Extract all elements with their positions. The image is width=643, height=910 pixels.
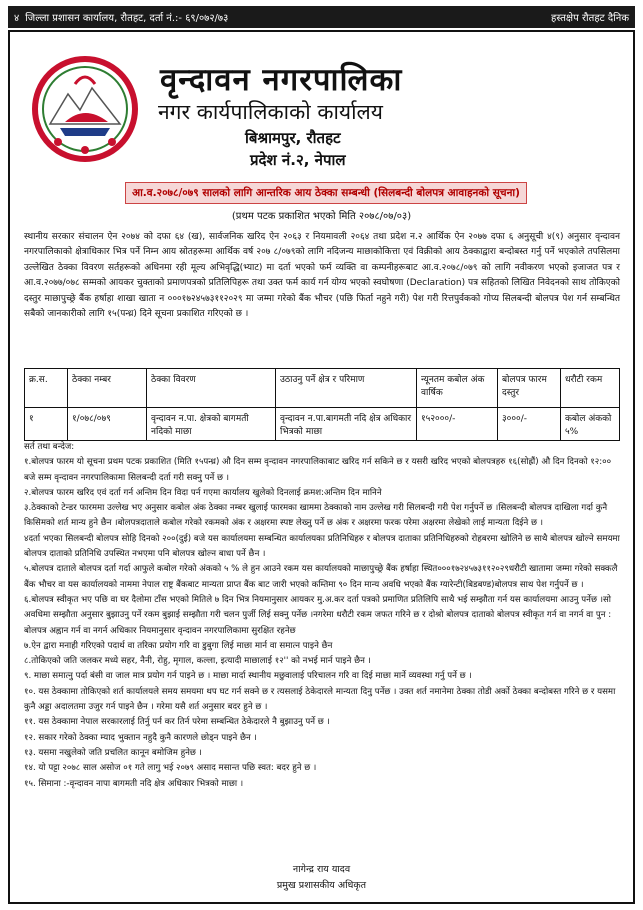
government-emblem-icon	[30, 54, 140, 164]
notice-title: आ.व.२०७८/०७९ सालको लागि आन्तरिक आय ठेक्का सम्बन्धी (सिलबन्दी बोलपत्र आवाहनको सूचना)	[125, 182, 527, 204]
table-header-row	[25, 369, 620, 408]
cell-form-fee: ३०००/-	[498, 408, 561, 441]
cell-description: वृन्दावन न.पा. क्षेत्रको बागमती नदिको माछा	[147, 408, 276, 441]
term-item: ४दर्ता भएका सिलबन्दी बोलपत्र सोहि दिनको २००(दुई) बजे यस कार्यालयमा सम्बन्धित कार्यालयका प्रतिनिधिहरु र बोलपत्र दाताका प्रतिनिधिहरुको रोहबरमा खोलिने छ साथै बोलपत्र खोल्ने समयमा बोलपत्र दाताको प्रतिनिधि उपस्थित नभएमा पनि बोलपत्र खोल्न बाधा पर्ने छैन ।	[24, 533, 620, 560]
term-item: ११. यस ठेक्कामा नेपाल सरकारलाई तिर्नु पर्न कर तिर्न परेमा सम्बन्धित ठेकेदारले नै बुझाउनु पर्ने छ ।	[24, 717, 330, 728]
term-item: ३.ठेक्काको टेन्डर फारममा उल्लेख भए अनुसार कबोल अंक ठेक्का नम्बर खुलाई फारमका खाममा ठेक्काको नाम उल्लेख गरी सिलबन्दी गरी पेश गर्नुपर्ने छ ।सिलबन्दी बोलपत्र दाखिला गर्दा कुनै किसिमको शर्त मान्य हुने छैन ।बोलपत्रदाताले कबोल गरेको रकमको अंक र अक्षरमा स्पष्ट लेख्नु पर्ने छ अंक र अक्षरमा फरक परेमा अक्षरमा लेखेको लाई मान्यता दिईने छ ।	[24, 503, 608, 529]
term-item: १०. यस ठेक्कामा तोकिएको शर्त कार्यालयले समय समयमा थप घट गर्न सक्ने छ र त्यसलाई ठेकेदारले मान्यता दिनु पर्नेछ । उक्त शर्त नमानेमा ठेक्का तोडी अर्को ठेक्का बन्दोबस्त गरिने छ र यसमा कुनै अड्डा अदालतमा उजुर गर्न पाइने छैन । गरेमा यसै शर्त अनुसार बदर हुने छ ।	[24, 686, 616, 713]
term-item: १२. सकार गरेको ठेक्का म्याद भुक्तान नहुदै कुनै कारणले छोड्न पाइने छैन ।	[24, 732, 257, 743]
term-item: ८.तोकिएको जति जलकर मध्ये सहर, नैनी, रोहु, मृगाल, कल्ला, इत्यादी माछालाई १२'' को नभई मार्न पाइने छैन ।	[24, 656, 371, 667]
col-serial: क्र.स.	[25, 369, 68, 408]
top-bar	[8, 6, 635, 28]
term-item: १.बोलपत्र फारम यो सूचना प्रथम पटक प्रकाशित (मिति १५पन्ध्र) औ दिन सम्म वृन्दावन नगरपालिकाबाट खरिद गर्न सकिने छ र यसरी खरिद भएको बोलपत्रहरु १६(सोह्रौं) औ दिन दिनको १२:०० बजे सम्म वृन्दावन नगरपालिकामा सिलबन्दी दर्ता गरी सक्नु पर्ने छ ।	[24, 457, 612, 483]
registration-text: जिल्ला प्रशासन कार्यालय, रौतहट, दर्ता नं.:- ६९/०७२/७३	[25, 13, 229, 24]
cell-area: वृन्दावन न.पा.बागमती नदि क्षेत्र अधिकार भित्रको माछा	[276, 408, 417, 441]
terms-heading: सर्त तथा बन्देज:	[24, 442, 75, 452]
term-item: १३. यसमा नखुलेको जति प्रचलित कानून बमोजिम हुनेछ ।	[24, 747, 202, 758]
terms-section	[24, 440, 620, 792]
page-number: ४	[14, 13, 20, 24]
col-form-fee: बोलपत्र फारम दस्तुर	[498, 369, 561, 408]
municipality-title: वृन्दावन नगरपालिका	[160, 62, 403, 98]
term-item: १४. यो पट्टा २०७८ साल असोज ०१ गते लागु भई २०७९ असाद मसान्त पछि स्वत: बदर हुने छ ।	[24, 763, 317, 774]
tender-table	[24, 368, 620, 441]
cell-serial: १	[25, 408, 68, 441]
office-subtitle: नगर कार्यपालिकाको कार्यालय	[158, 100, 383, 124]
term-item: ५.बोलपत्र दाताले बोलपत्र दर्ता गर्दा आफुले कबोल गरेको अंकको ५ % ले हुन आउने रकम यस कार्यालयको माछापुच्छ्रे बैंक हर्षाहा स्थित०००१७२४५७३११२०२९धरौटी खातामा जम्मा गरेको सक्कलै बैंक भौचर वा यस कार्यालयको नाममा नेपाल राष्ट्र बैंकबाट मान्यता प्राप्त बैंक बाट जारी भएको कम्तिमा ९० दिन मान्य अवधि भएको बैंक ग्यारेन्टी(बिडबण्ड)बोलपत्र साथ पेश गर्नुपर्ने छ ।	[24, 564, 618, 590]
term-item: ७.ऐन द्वारा मनाही गरिएको पदार्थ वा तरिका प्रयोग गरि वा डुबुगा लिई माछा मार्न वा समात्न पाइने छैन	[24, 640, 333, 651]
col-description: ठेक्का विवरण	[147, 369, 276, 408]
term-item: ६.बोलपत्र स्वीकृत भए पछि वा घर दैलोमा टाँस भएको मितिले ७ दिन भित्र नियमानुसार आयकर मु.अ.कर दर्ता पत्रको प्रमाणित प्रतिलिपि साथै भई सम्झौता गर्न यस कार्यालयमा आउनु पर्नेछ ।सो अवधिमा सम्झौता अनुसार बुझाउनु पर्ने रकम बुझाई सम्झौता गरी चलन पुर्जी लिई सक्नु पर्नेछ ।नगरेमा धरौटी रकम जफत गरिने छ र दोश्रो बोलपत्र दाताको बोलपत्र स्वीकृत गर्न वा नगर्न वा पुन : बोलपत्र अह्वान गर्न वा नगर्न अधिकार नियमानुसार वृन्दावन नगरपालिकामा सुरक्षित रहनेछ	[24, 594, 612, 636]
signatory-designation: प्रमुख प्रशासकीय अधिकृत	[276, 880, 367, 891]
col-area: उठाउनु पर्ने क्षेत्र र परिमाण	[276, 369, 417, 408]
notice-body: स्थानीय सरकार संचालन ऐन २०७४ को दफा ६४ (ख), सार्वजनिक खरिद ऐन २०६३ र नियमावली २०६४ तथा प्रदेश न.२ आर्थिक ऐन २०७७ दफा ६ अनुसूची ४(९) अनुसार वृन्दावन नगरपालिकाको क्षेत्राधिकार भित्र पर्ने निम्न आय स्रोतहरूमा आर्थिक वर्ष २०७ ८/०७९को लागि नदिजन्य माछाकोकित्ता एवं विक्रीको आय ठेक्काद्वारा बन्दोबस्त गर्नु पर्ने भएकोले तपसिलमा उल्लेखित ठेक्का विवरण सर्तहरूको अधिनमा रही मूल्य अभिवृद्धि(भ्याट) मा दर्ता भएको फर्म व्यक्ति वा कम्पनीहरूबाट आ.व.२०७८/०७९ को लागि नवीकरण भएको इजाजत पत्र र आ.व.२०७७/०७८ सम्मको आयकर चुक्ताको प्रमाणपत्रको प्रतिलिपिहरू तथा उक्त फर्म कार्य गर्न योग्य भएको स्वघोषणा (Declaration) पत्र सहितको लिखित निवेदनको साथ तोकिएको दस्तुर माछापुच्छ्रे बैंक हर्षाहा शाखा खाता न ०००१७२४५७३११२०२९ मा जम्मा गरेको बैंक भौचर (पछि फिर्ता नहुने गरी) पेश गरी रित्तपुर्वकको गोप्य सिलबन्दी बोलपत्र पेश गर्न सम्बन्धित सबैको जानकारीको लागि १५(पन्ध्र) दिने सूचना प्रकाशित गरिएको छ ।	[24, 232, 620, 320]
publish-date: (प्रथम पटक प्रकाशित भएको मिति २०७८/०७/०३)	[231, 211, 412, 222]
signature-block	[10, 862, 633, 894]
newspaper-name: हस्तक्षेप रौतहट दैनिक	[551, 13, 629, 24]
cell-deposit: कबोल अंकको ५%	[561, 408, 620, 441]
province-name: प्रदेश नं.२, नेपाल	[250, 151, 346, 169]
table-row	[25, 408, 620, 441]
term-item: १५. सिमाना :-वृन्दावन नापा बागमती नदि क्षेत्र अधिकार भित्रको माछा ।	[24, 778, 244, 789]
notice-page	[8, 30, 635, 904]
col-contract-no: ठेक्का नम्बर	[68, 369, 147, 408]
signatory-name: नागेन्द्र राय यादव	[292, 864, 351, 875]
col-min-bid: न्यूनतम कबोल अंक वार्षिक	[417, 369, 498, 408]
office-address: बिश्रामपुर, रौतहट	[245, 129, 341, 147]
col-deposit: धरौटी रकम	[561, 369, 620, 408]
cell-contract-no: १/०७८/०७९	[68, 408, 147, 441]
term-item: ९. माछा समात्नु पर्दा बंसी वा जाल मात्र प्रयोग गर्न पाइने छ । माछा मार्दा स्थानीय मछुवालाई परिचालन गरि वा दिई माछा मार्ने व्यवस्था गर्नु पर्ने छ ।	[24, 671, 472, 682]
cell-min-bid: १५२०००/-	[417, 408, 498, 441]
term-item: २.बोलपत्र फारम खरिद एवं दर्ता गर्न अन्तिम दिन विदा पर्न गएमा कार्यालय खुलेको दिनलाई क्रमश:अन्तिम दिन मानिने	[24, 487, 382, 498]
